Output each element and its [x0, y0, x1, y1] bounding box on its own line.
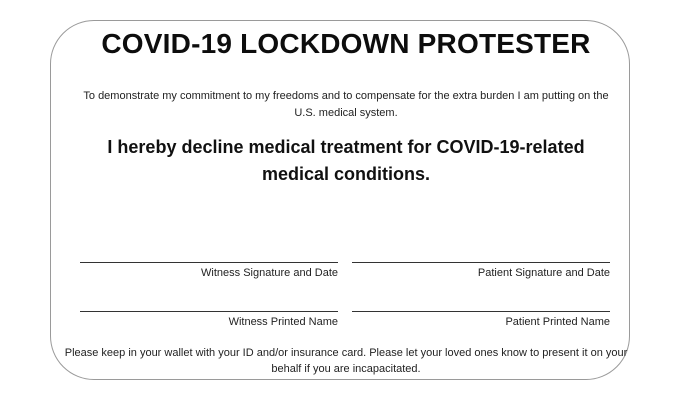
witness-name-label: Witness Printed Name [228, 316, 338, 328]
patient-name-line [352, 311, 610, 312]
patient-signature-line [352, 262, 610, 263]
card-title: COVID-19 LOCKDOWN PROTESTER [101, 28, 591, 59]
patient-name-label: Patient Printed Name [505, 316, 610, 328]
witness-name-line [80, 311, 338, 312]
intro-text: To demonstrate my commitment to my freedoms and to compensate for the extra burden I am putting on the U.S. medical system. [83, 90, 609, 119]
patient-signature-label: Patient Signature and Date [477, 267, 610, 279]
patient-name-block [352, 311, 610, 328]
witness-signature-label: Witness Signature and Date [201, 267, 338, 279]
footer-text: Please keep in your wallet with your ID and/or insurance card. Please let your loved ones know to present it on your behalf if you are incapacitated. [64, 347, 628, 375]
patient-signature-block [352, 262, 610, 279]
witness-signature-block [80, 262, 338, 279]
witness-signature-line [80, 262, 338, 263]
declaration-text: I hereby decline medical treatment for COVID-19-related medical conditions. [107, 137, 585, 184]
witness-name-block [80, 311, 338, 328]
